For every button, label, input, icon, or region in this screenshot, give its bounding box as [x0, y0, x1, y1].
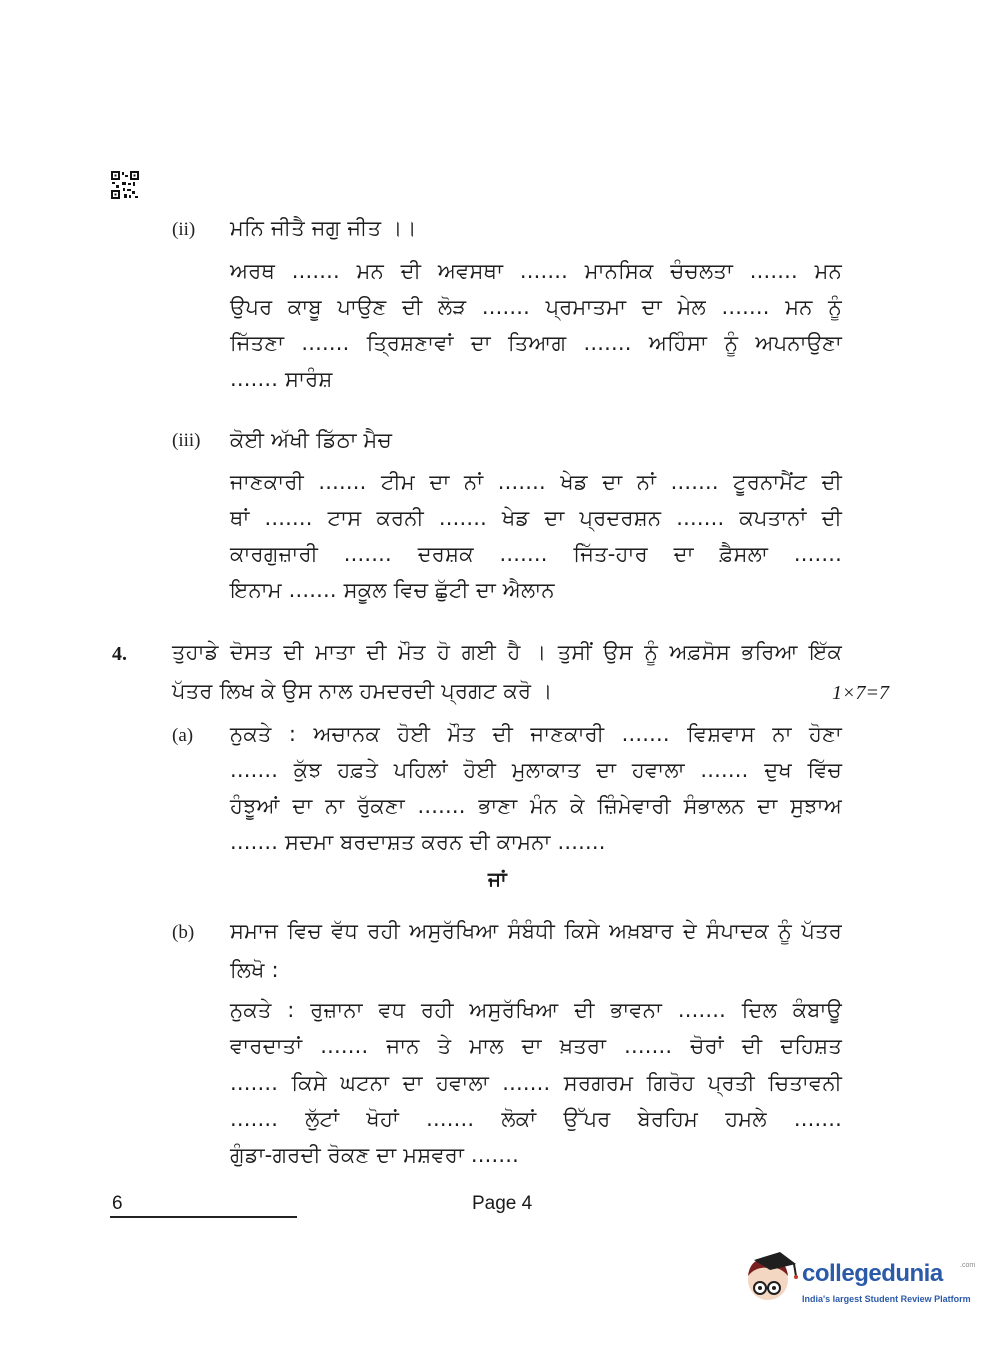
option-b-line-3: ਨੁਕਤੇ : ਰੁਜ਼ਾਨਾ ਵਧ ਰਹੀ ਅਸੁਰੱਖਿਆ ਦੀ ਭਾਵਨਾ ....... ਦਿਲ ਕੰਬਾਊ: [230, 998, 842, 1022]
item-iii-line-3: ਕਾਰਗੁਜ਼ਾਰੀ ....... ਦਰਸ਼ਕ ....... ਜਿੱਤ-ਹਾਰ ਦਾ ਫ਼ੈਸਲਾ .......: [230, 542, 842, 566]
option-a-line-3: ਹੰਝੂਆਂ ਦਾ ਨਾ ਰੁੱਕਣਾ ....... ਭਾਣਾ ਮੰਨ ਕੇ ਜ਼ਿੰਮੇਵਾਰੀ ਸੰਭਾਲਨ ਦਾ ਸੁਝਾਅ: [230, 794, 842, 818]
item-ii-line-1: ਅਰਥ ....... ਮਨ ਦੀ ਅਵਸਥਾ ....... ਮਾਨਸਿਕ ਚੰਚਲਤਾ ....... ਮਨ: [230, 259, 842, 283]
question-4-line-1: ਤੁਹਾਡੇ ਦੋਸਤ ਦੀ ਮਾਤਾ ਦੀ ਮੌਤ ਹੋ ਗਈ ਹੈ । ਤੁਸੀਂ ਉਸ ਨੂੰ ਅਫ਼ਸੋਸ ਭਰਿਆ ਇੱਕ: [172, 640, 842, 664]
question-4-line-2: ਪੱਤਰ ਲਿਖ ਕੇ ਉਸ ਨਾਲ ਹਮਦਰਦੀ ਪ੍ਰਗਟ ਕਰੋ ।: [172, 679, 553, 703]
option-a-label: (a): [172, 725, 194, 746]
option-a-line-4: ....... ਸਦਮਾ ਬਰਦਾਸ਼ਤ ਕਰਨ ਦੀ ਕਾਮਨਾ .......: [230, 830, 606, 854]
item-iii-line-2: ਥਾਂ ....... ਟਾਸ ਕਰਨੀ ....... ਖੇਡ ਦਾ ਪ੍ਰਦਰਸ਼ਨ ....... ਕਪਤਾਨਾਂ ਦੀ: [230, 506, 842, 530]
item-ii-line-2: ਉਪਰ ਕਾਬੂ ਪਾਉਣ ਦੀ ਲੋੜ ....... ਪ੍ਰਮਾਤਮਾ ਦਾ ਮੇਲ ....... ਮਨ ਨੂੰ: [230, 295, 842, 319]
brand-name: collegedunia: [802, 1260, 943, 1287]
option-a-line-1: ਨੁਕਤੇ : ਅਚਾਨਕ ਹੋਈ ਮੌਤ ਦੀ ਜਾਣਕਾਰੀ ....... ਵਿਸ਼ਵਾਸ ਨਾ ਹੋਣਾ: [230, 722, 842, 746]
item-ii-line-3: ਜਿੱਤਣਾ ....... ਤ੍ਰਿਸ਼ਣਾਵਾਂ ਦਾ ਤਿਆਗ ....... ਅਹਿੰਸਾ ਨੂੰ ਅਪਨਾਉਣਾ: [230, 331, 842, 355]
option-b-line-6: ....... ਲੁੱਟਾਂ ਖੋਹਾਂ ....... ਲੋਕਾਂ ਉੱਪਰ ਬੇਰਹਿਮ ਹਮਲੇ .......: [230, 1107, 842, 1131]
brand-tagline: India's largest Student Review Platform: [802, 1294, 971, 1304]
item-ii-line-4: ....... ਸਾਰੰਸ਼: [230, 367, 333, 391]
footer-rule: [110, 1216, 297, 1218]
item-ii-title: ਮਨਿ ਜੀਤੈ ਜਗੁ ਜੀਤ ।।: [230, 216, 417, 240]
option-b-line-1: ਸਮਾਜ ਵਿਚ ਵੱਧ ਰਹੀ ਅਸੁਰੱਖਿਆ ਸੰਬੰਧੀ ਕਿਸੇ ਅਖ਼ਬਾਰ ਦੇ ਸੰਪਾਦਕ ਨੂੰ ਪੱਤਰ: [230, 919, 842, 943]
option-b-line-2: ਲਿਖੋ :: [230, 958, 279, 982]
or-divider: ਜਾਂ: [488, 867, 507, 891]
question-4-number: 4.: [112, 643, 127, 665]
option-b-line-7: ਗੁੰਡਾ-ਗਰਦੀ ਰੋਕਣ ਦਾ ਮਸ਼ਵਰਾ .......: [230, 1143, 520, 1167]
item-iii-title: ਕੋਈ ਅੱਖੀ ਡਿੱਠਾ ਮੈਚ: [230, 428, 392, 452]
item-iii-line-4: ਇਨਾਮ ....... ਸਕੂਲ ਵਿਚ ਛੁੱਟੀ ਦਾ ਐਲਾਨ: [230, 578, 555, 602]
option-a-line-2: ....... ਕੁੱਝ ਹਫ਼ਤੇ ਪਹਿਲਾਂ ਹੋਈ ਮੁਲਾਕਾਤ ਦਾ ਹਵਾਲਾ ....... ਦੁਖ ਵਿੱਚ: [230, 758, 842, 782]
item-iii-label: (iii): [172, 430, 201, 451]
option-b-label: (b): [172, 922, 195, 943]
qr-code-icon: [110, 170, 140, 200]
brand-suffix: .com: [960, 1262, 976, 1269]
mascot-icon: [740, 1250, 800, 1312]
collegedunia-logo[interactable]: [740, 1250, 976, 1316]
page-label: Page 4: [472, 1193, 533, 1214]
option-b-line-5: ....... ਕਿਸੇ ਘਟਨਾ ਦਾ ਹਵਾਲਾ ....... ਸਰਗਰਮ ਗਿਰੋਹ ਪ੍ਰਤੀ ਚਿਤਾਵਨੀ: [230, 1071, 842, 1095]
item-iii-line-1: ਜਾਣਕਾਰੀ ....... ਟੀਮ ਦਾ ਨਾਂ ....... ਖੇਡ ਦਾ ਨਾਂ ....... ਟੂਰਨਾਮੈਂਟ ਦੀ: [230, 470, 842, 494]
option-b-line-4: ਵਾਰਦਾਤਾਂ ....... ਜਾਨ ਤੇ ਮਾਲ ਦਾ ਖ਼ਤਰਾ ....... ਚੋਰਾਂ ਦੀ ਦਹਿਸ਼ਤ: [230, 1034, 842, 1058]
item-ii-label: (ii): [172, 219, 196, 240]
page-number: 6: [112, 1193, 123, 1214]
question-4-marks: 1×7=7: [832, 682, 889, 704]
